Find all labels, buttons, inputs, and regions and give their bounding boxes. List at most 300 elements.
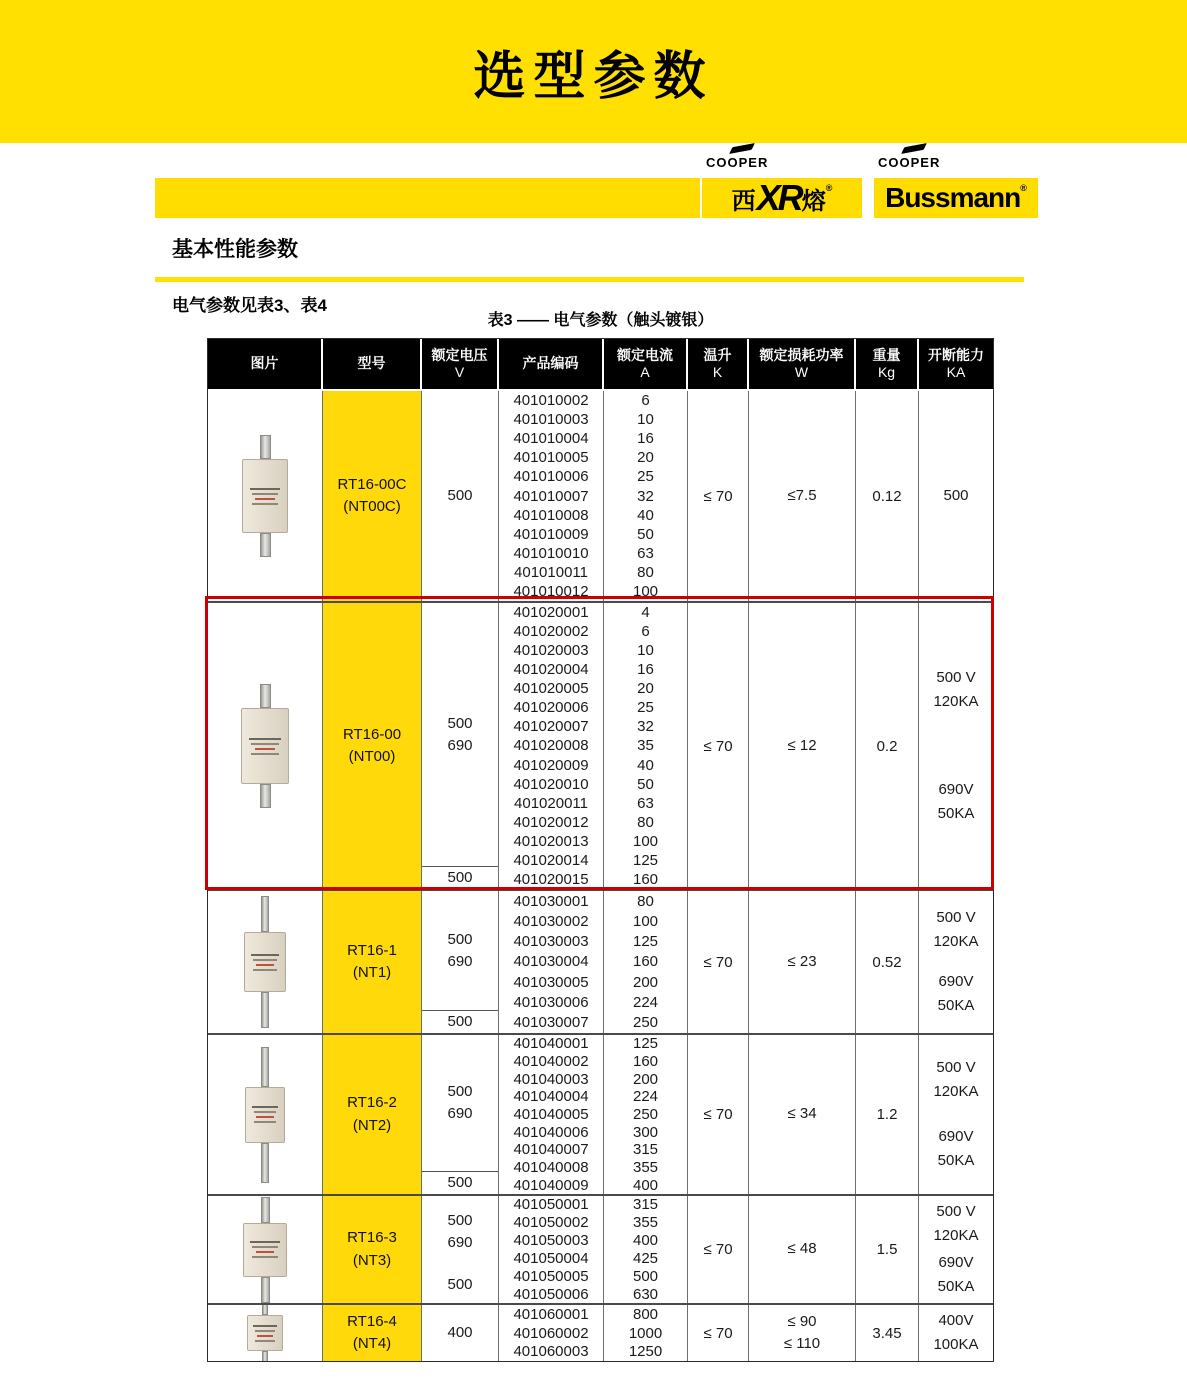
current-value: 315	[632, 1141, 659, 1159]
product-code: 401040007	[513, 1141, 589, 1159]
fuse-label-line	[255, 748, 276, 750]
model-alt-name: (NT3)	[352, 1251, 392, 1269]
fuse-label-line	[255, 1340, 275, 1342]
voltage-section	[422, 603, 498, 866]
model-cell	[323, 1196, 422, 1303]
product-code: 401030001	[513, 892, 589, 910]
table-row-group	[208, 1194, 993, 1303]
fuse-photo	[243, 1197, 287, 1303]
product-code: 401050001	[513, 1196, 589, 1214]
breaking-capacity-section	[933, 666, 978, 714]
product-code: 401030003	[513, 933, 589, 951]
model-name: RT16-4	[347, 1312, 397, 1330]
current-value: 16	[637, 661, 654, 679]
fuse-body	[241, 708, 289, 784]
rated-voltage-cell	[422, 891, 499, 1033]
breaking-capacity-line: 500 V	[936, 1059, 976, 1076]
current-value: 20	[637, 680, 654, 698]
table-body	[208, 391, 993, 1361]
column-header-unit: V	[454, 364, 465, 380]
power-loss-value	[787, 1238, 816, 1261]
fuse-photo	[242, 435, 288, 557]
table-row-group	[208, 1033, 993, 1194]
current-value: 200	[632, 1070, 659, 1088]
current-value: 300	[632, 1123, 659, 1141]
column-header-unit: K	[712, 364, 723, 380]
model-cell	[323, 891, 422, 1033]
current-value: 20	[637, 449, 654, 467]
column-header-unit: A	[640, 364, 650, 380]
power-loss-cell	[749, 1196, 856, 1303]
voltage-section	[422, 866, 498, 889]
current-value: 80	[637, 813, 654, 831]
power-loss-cell	[749, 1305, 856, 1361]
current-value: 160	[632, 953, 659, 971]
fuse-photo	[247, 1305, 283, 1361]
breaking-capacity-line: 120KA	[933, 1226, 979, 1244]
table-row-group	[208, 1303, 993, 1361]
product-code: 401010002	[513, 392, 589, 410]
column-header	[749, 339, 856, 389]
fuse-label-line	[252, 1106, 279, 1108]
breaking-capacity-cell	[919, 1035, 993, 1194]
rated-voltage-cell	[422, 391, 499, 601]
power-loss-line: ≤ 110	[783, 1335, 821, 1352]
breaking-capacity-line: 400V	[938, 1312, 974, 1329]
product-code: 401040002	[513, 1053, 589, 1070]
fuse-body	[243, 1223, 287, 1277]
breaking-capacity-line: 50KA	[937, 1278, 975, 1296]
product-code-cell	[499, 391, 604, 601]
breaking-capacity-section	[938, 970, 975, 1018]
current-value: 425	[632, 1249, 659, 1267]
fuse-label-line	[252, 493, 278, 495]
model-alt-name: (NT00C)	[343, 498, 401, 515]
column-header-label: 图片	[250, 355, 279, 372]
current-value: 63	[637, 544, 654, 562]
breaking-capacity-section	[938, 778, 975, 826]
breaking-capacity-line: 690V	[938, 972, 974, 990]
current-value: 50	[637, 775, 654, 793]
product-image-cell	[208, 1196, 323, 1303]
product-code: 401020010	[513, 775, 589, 793]
product-code: 401010010	[513, 544, 589, 562]
power-loss-line: ≤ 12	[787, 736, 817, 754]
voltage-value: 500	[447, 869, 473, 887]
product-code: 401020004	[513, 661, 589, 679]
model-alt-name: (NT00)	[348, 748, 396, 765]
product-image-cell	[208, 1035, 323, 1194]
cooper-wordmark: COOPER	[706, 155, 768, 170]
fuse-label-line	[250, 488, 281, 490]
current-value: 630	[632, 1285, 659, 1303]
current-value: 125	[632, 1035, 659, 1053]
rated-current-cell	[604, 603, 688, 889]
breaking-capacity-line: 500 V	[936, 669, 976, 687]
current-value: 800	[632, 1305, 659, 1323]
power-loss-value	[787, 1103, 816, 1126]
breaking-capacity-section	[938, 1125, 975, 1173]
current-value: 160	[632, 870, 659, 888]
bussmann-logo	[874, 178, 1038, 218]
cooper-flag-icon	[901, 143, 927, 154]
product-code: 401050005	[513, 1267, 589, 1285]
weight-cell: 0.2	[856, 603, 919, 889]
product-code: 401020003	[513, 642, 589, 660]
voltage-section	[422, 391, 498, 601]
voltage-value: 690	[447, 1233, 473, 1251]
model-alt-name: (NT1)	[352, 964, 392, 981]
product-code: 401050002	[513, 1214, 589, 1232]
product-code: 401030006	[513, 994, 589, 1012]
power-loss-line: ≤7.5	[787, 486, 817, 504]
spec-table	[207, 338, 994, 1362]
fuse-label-line	[253, 1325, 277, 1327]
voltage-section	[422, 1010, 498, 1033]
voltage-section	[422, 1035, 498, 1171]
product-code: 401010005	[513, 449, 589, 467]
column-header	[208, 339, 323, 389]
model-cell	[323, 1305, 422, 1361]
model-alt-name: (NT2)	[352, 1116, 392, 1134]
breaking-capacity-line: 50KA	[937, 996, 975, 1014]
product-code: 401010004	[513, 430, 589, 448]
fuse-bottom-blade	[260, 533, 271, 557]
current-value: 315	[632, 1196, 659, 1214]
current-value: 50	[637, 525, 654, 543]
breaking-capacity-section	[933, 906, 978, 954]
fuse-label-line	[257, 1335, 272, 1337]
breaking-capacity-line: 690V	[938, 780, 974, 798]
breaking-capacity-cell	[919, 603, 993, 889]
voltage-value: 500	[447, 1083, 473, 1101]
product-code: 401010011	[514, 563, 588, 581]
power-loss-cell	[749, 891, 856, 1033]
fuse-label-line	[250, 1241, 279, 1243]
breaking-capacity-cell	[919, 891, 993, 1033]
fuse-top-blade	[261, 896, 269, 932]
weight-cell: 0.52	[856, 891, 919, 1033]
current-value: 6	[641, 392, 650, 410]
page-title: 选型参数	[473, 48, 714, 106]
current-value: 1000	[628, 1324, 663, 1342]
fuse-bottom-blade	[261, 992, 269, 1028]
rated-current-cell	[604, 1305, 688, 1361]
current-value: 6	[641, 623, 650, 641]
xr-logo-mark: XR	[756, 177, 801, 218]
column-header	[323, 339, 422, 389]
fuse-label-line	[254, 1111, 277, 1113]
power-loss-cell	[749, 1035, 856, 1194]
current-value: 1250	[628, 1343, 663, 1361]
product-code: 401010008	[513, 506, 589, 524]
rated-current-cell	[604, 391, 688, 601]
breaking-capacity-section	[933, 1309, 978, 1357]
product-code: 401020001	[513, 604, 589, 622]
product-code: 401050004	[513, 1249, 589, 1267]
breaking-capacity-line: 500 V	[936, 1202, 976, 1220]
fuse-label-line	[252, 503, 278, 505]
registered-mark-icon: ®	[825, 183, 833, 193]
fuse-label-line	[252, 1246, 277, 1248]
voltage-value: 500	[447, 1174, 473, 1192]
fuse-top-blade	[261, 1047, 269, 1087]
fuse-label-line	[255, 498, 275, 500]
product-code: 401040001	[513, 1035, 589, 1053]
product-code-cell	[499, 1305, 604, 1361]
current-value: 32	[637, 487, 654, 505]
column-header-label: 重量	[872, 346, 901, 363]
section-note: 电气参数见表3、表4	[172, 296, 327, 315]
current-value: 100	[632, 912, 659, 930]
current-value: 80	[637, 892, 654, 910]
product-code: 401010007	[513, 487, 589, 505]
fuse-label-line	[251, 954, 279, 956]
model-name: RT16-2	[347, 1094, 397, 1111]
product-image-cell	[208, 391, 323, 601]
product-code: 401020012	[513, 813, 589, 831]
voltage-value: 500	[447, 930, 473, 948]
current-value: 10	[637, 642, 654, 660]
product-code: 401040008	[513, 1159, 589, 1177]
product-code: 401030002	[513, 912, 589, 930]
product-code: 401050006	[513, 1285, 589, 1303]
table-row-group	[208, 601, 993, 889]
product-code: 401030004	[513, 953, 589, 971]
registered-mark-icon: ®	[1020, 183, 1027, 193]
product-code: 401040005	[513, 1106, 589, 1124]
weight-cell: 0.12	[856, 391, 919, 601]
column-header	[856, 339, 919, 389]
model-name: RT16-00	[342, 725, 402, 743]
yellow-bar	[155, 178, 700, 218]
product-code: 401040003	[513, 1070, 589, 1088]
voltage-section	[422, 891, 498, 1010]
weight-cell: 1.2	[856, 1035, 919, 1194]
rated-current-cell	[604, 1035, 688, 1194]
column-header	[604, 339, 688, 389]
current-value: 40	[637, 506, 654, 524]
current-value: 355	[632, 1214, 659, 1232]
column-header-label: 额定电压	[431, 346, 488, 363]
product-image-cell	[208, 891, 323, 1033]
breaking-capacity-section	[933, 1200, 978, 1248]
column-header-unit: W	[794, 364, 809, 380]
model-name: RT16-3	[347, 1229, 397, 1246]
product-code: 401030005	[513, 973, 589, 991]
breaking-capacity-line: 690V	[938, 1254, 974, 1272]
column-header-unit: KA	[946, 364, 966, 380]
product-code: 401020015	[513, 870, 589, 888]
current-value: 10	[637, 411, 654, 429]
product-code: 401060001	[513, 1305, 589, 1323]
breaking-capacity-line: 690V	[938, 1128, 974, 1145]
current-value: 400	[632, 1176, 659, 1194]
fuse-label-line	[249, 738, 281, 740]
voltage-value: 500	[447, 1211, 473, 1229]
fuse-label-line	[251, 743, 279, 745]
current-value: 355	[632, 1159, 659, 1177]
product-code-cell	[499, 603, 604, 889]
table-row-group	[208, 391, 993, 601]
fuse-top-blade	[260, 684, 271, 708]
fuse-body	[247, 1315, 283, 1351]
weight-cell: 1.5	[856, 1196, 919, 1303]
voltage-section	[422, 1196, 498, 1267]
power-loss-cell	[749, 603, 856, 889]
breaking-capacity-line: 120KA	[933, 1083, 979, 1100]
current-value: 100	[632, 832, 659, 850]
product-code: 401030007	[513, 1014, 589, 1032]
breaking-capacity-line: 120KA	[933, 693, 979, 711]
power-loss-value	[784, 1311, 820, 1356]
current-value: 25	[637, 468, 654, 486]
product-code: 401010009	[513, 525, 589, 543]
voltage-value: 690	[447, 1105, 473, 1123]
temp-rise-cell: ≤ 70	[688, 1305, 749, 1361]
power-loss-cell	[749, 391, 856, 601]
power-loss-line: ≤ 90	[787, 1312, 817, 1330]
power-loss-value	[787, 485, 816, 508]
model-alt-name: (NT4)	[352, 1335, 392, 1352]
model-cell	[323, 391, 422, 601]
voltage-value: 500	[447, 1013, 473, 1031]
breaking-capacity-section	[933, 1056, 978, 1104]
product-code: 401020009	[513, 756, 589, 774]
table-header-row	[208, 339, 993, 391]
rated-current-cell	[604, 891, 688, 1033]
current-value: 500	[632, 1267, 659, 1285]
product-code: 401020006	[513, 699, 589, 717]
product-code: 401060002	[513, 1324, 589, 1342]
voltage-value: 500	[447, 714, 473, 732]
current-value: 160	[632, 1053, 659, 1070]
fuse-label-line	[252, 1256, 277, 1258]
product-code: 401020007	[513, 718, 589, 736]
current-value: 100	[632, 582, 659, 600]
power-loss-line: ≤ 48	[787, 1240, 817, 1258]
fuse-top-blade	[260, 435, 271, 459]
fuse-top-blade	[262, 1305, 268, 1315]
current-value: 63	[637, 794, 654, 812]
current-value: 4	[641, 604, 650, 622]
product-code: 401010006	[513, 468, 589, 486]
current-value: 40	[637, 756, 654, 774]
product-code: 401020005	[513, 680, 589, 698]
fuse-photo	[241, 684, 289, 808]
current-value: 250	[632, 1106, 659, 1124]
power-loss-value	[787, 951, 816, 974]
column-header-label: 额定损耗功率	[759, 346, 844, 363]
voltage-section	[422, 1267, 498, 1303]
fuse-body	[244, 932, 286, 992]
product-image-cell	[208, 603, 323, 889]
temp-rise-cell: ≤ 70	[688, 1196, 749, 1303]
product-code-cell	[499, 1035, 604, 1194]
weight-cell: 3.45	[856, 1305, 919, 1361]
model-cell	[323, 1035, 422, 1194]
fuse-photo	[244, 896, 286, 1028]
product-code: 401020002	[513, 623, 589, 641]
model-cell	[323, 603, 422, 889]
column-header	[688, 339, 749, 389]
power-loss-value	[787, 735, 816, 758]
column-header-label: 额定电流	[617, 346, 673, 363]
column-header-label: 型号	[357, 355, 386, 372]
voltage-value: 690	[447, 952, 473, 970]
temp-rise-cell: ≤ 70	[688, 891, 749, 1033]
product-code: 401060003	[513, 1343, 589, 1361]
cooper-wordmark: COOPER	[878, 155, 940, 170]
product-code: 401020011	[514, 794, 588, 812]
column-header-label: 产品编码	[522, 355, 579, 372]
fuse-bottom-blade	[262, 1351, 268, 1361]
current-value: 35	[637, 737, 654, 755]
rated-voltage-cell	[422, 1035, 499, 1194]
fuse-label-line	[251, 753, 279, 755]
fuse-label-line	[256, 964, 274, 966]
breaking-capacity-line: 120KA	[933, 933, 979, 951]
rated-voltage-cell	[422, 603, 499, 889]
cooper-flag-icon	[729, 143, 755, 154]
logo-strip	[0, 143, 1187, 233]
breaking-capacity-cell	[919, 1305, 993, 1361]
breaking-capacity-line: 500 V	[936, 909, 976, 927]
current-value: 224	[632, 1088, 659, 1106]
fuse-body	[242, 459, 288, 533]
voltage-value: 500	[447, 487, 473, 505]
breaking-capacity-section	[943, 484, 968, 508]
title-banner	[0, 0, 1187, 143]
product-code: 401020008	[513, 737, 589, 755]
breaking-capacity-line: 50KA	[937, 1152, 975, 1169]
product-code-cell	[499, 891, 604, 1033]
temp-rise-cell: ≤ 70	[688, 391, 749, 601]
fuse-label-line	[253, 959, 277, 961]
current-value: 32	[637, 718, 654, 736]
current-value: 25	[637, 699, 654, 717]
xr-logo-cn-right: 熔	[801, 187, 826, 215]
current-value: 400	[632, 1232, 659, 1250]
table-caption: 表3 —— 电气参数（触头镀银）	[487, 312, 714, 329]
breaking-capacity-line: 50KA	[937, 804, 975, 822]
fuse-label-line	[256, 1116, 273, 1118]
voltage-value: 690	[447, 736, 473, 754]
voltage-value: 400	[447, 1324, 473, 1342]
current-value: 224	[632, 994, 659, 1012]
current-value: 16	[637, 430, 654, 448]
section-divider	[155, 277, 1024, 282]
breaking-capacity-cell	[919, 1196, 993, 1303]
breaking-capacity-section	[938, 1251, 975, 1299]
table-row-group	[208, 889, 993, 1033]
current-value: 250	[632, 1014, 659, 1032]
column-header-label: 开断能力	[928, 346, 984, 363]
product-code: 401040009	[513, 1176, 589, 1194]
section-heading: 基本性能参数	[172, 238, 298, 261]
breaking-capacity-line: 100KA	[933, 1336, 979, 1353]
product-code: 401040006	[513, 1123, 589, 1141]
product-code: 401050003	[513, 1232, 589, 1250]
product-image-cell	[208, 1305, 323, 1361]
column-header-unit: Kg	[877, 364, 896, 380]
rated-voltage-cell	[422, 1196, 499, 1303]
rated-voltage-cell	[422, 1305, 499, 1361]
model-name: RT16-1	[347, 941, 397, 959]
fuse-label-line	[255, 1330, 275, 1332]
fuse-body	[245, 1087, 285, 1143]
fuse-bottom-blade	[260, 784, 271, 808]
